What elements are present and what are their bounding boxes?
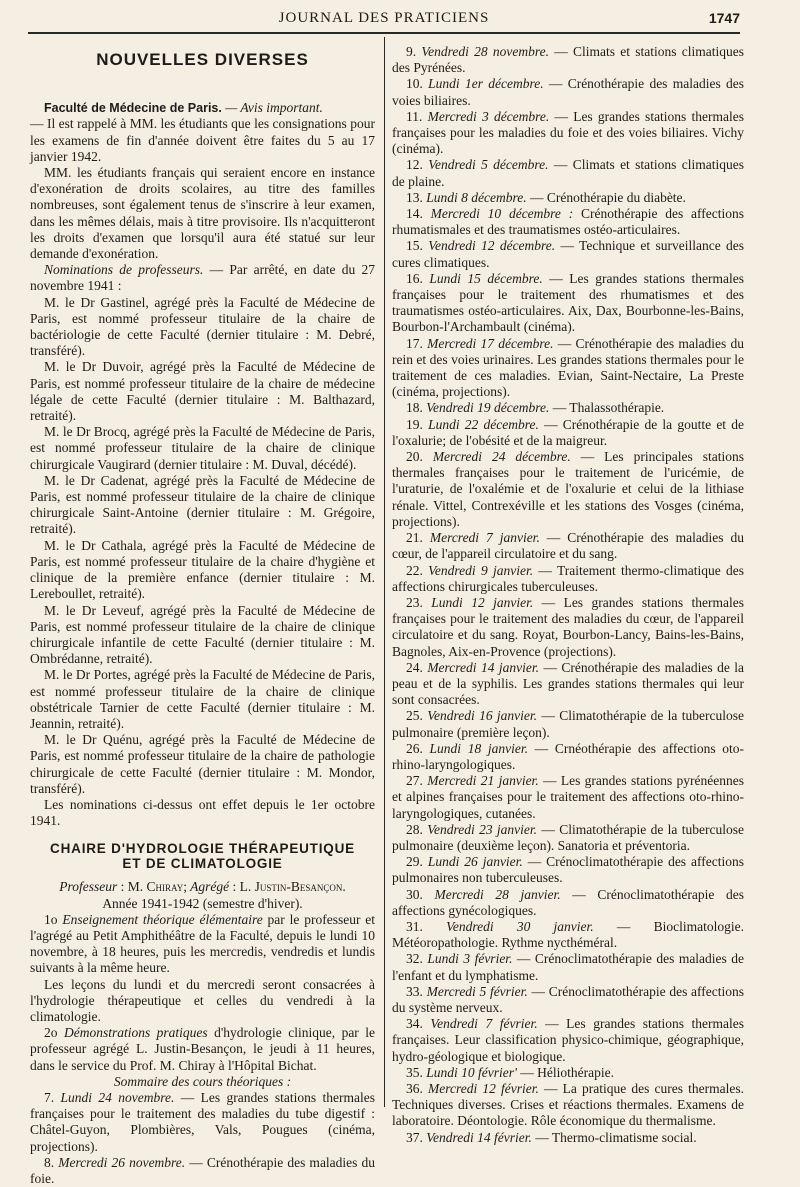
course-date: Lundi 10 février' [426, 1064, 517, 1080]
course-date: Mercredi 14 janvier. [427, 659, 540, 675]
appointment-paragraph: M. le Dr Quénu, agrégé près la Faculté de Médecine de Paris, est nommé professeur titulaire de la chaire de pathologie chirurgicale de cette Faculté (dernier titulaire : M. Mondor, transféré). [30, 732, 375, 796]
course-date: Mercredi 5 février. [426, 983, 528, 999]
demonstrations-text: d'hydrologie clinique, par le professeur agrégé L. Justin-Besançon, le jeudi à 11 heures, dans le service du Prof. M. Chiray à l'Hôpital Bichat. [30, 1025, 375, 1073]
course-item [392, 708, 744, 740]
course-item [392, 660, 744, 709]
course-text: — Les grandes stations thermales françaises. Leur classification physico-chimique, géographique, hydro-géologique et biologique. [392, 1016, 744, 1064]
page-number: 1747 [708, 10, 740, 26]
appointment-paragraph: M. le Dr Gastinel, agrégé près la Faculté de Médecine de Paris, est nommé professeur titulaire de la chaire de bactériologie de cette Faculté (dernier titulaire : M. Debré, transféré). [30, 294, 375, 359]
course-date: Lundi 12 janvier. [431, 594, 534, 610]
annee-line: Année 1941-1942 (semestre d'hiver). [102, 895, 303, 911]
course-item [392, 1065, 744, 1081]
course-item [392, 773, 744, 822]
course-number: 27. [406, 773, 423, 789]
course-text: — Héliothérapie. [516, 1064, 614, 1080]
course-date: Mercredi 28 janvier. [434, 886, 561, 902]
appointment-paragraph: M. le Dr Cathala, agrégé près la Faculté de Médecine de Paris, est nommé professeur titulaire de la chaire d'hygiène et clinique de la première enfance (dernier titulaire : M. Lereboullet, retraité). [30, 537, 375, 602]
professeur-name: : M. Chiray; [117, 879, 187, 895]
course-date: Mercredi 17 décembre. [427, 335, 554, 351]
enseignement-text: par le professeur et l'agrégé au Petit Amphithéâtre de la Faculté, depuis le lundi 10 novembre, à 18 heures, puis les mercredis, vendredis et lundis suivants à la même heure. [30, 911, 376, 976]
course-date: Lundi 15 décembre. [429, 270, 543, 286]
course-item [392, 109, 744, 158]
course-date: Lundi 3 février. [427, 951, 513, 967]
course-item [392, 530, 744, 562]
course-number: 36. [406, 1081, 423, 1096]
course-text: — Crénothérapie des maladies du foie. [30, 1154, 375, 1186]
course-text: — Crénothérapie des maladies du cœur, de l'appareil circulatoire et du sang. [392, 530, 744, 562]
course-date: Mercredi 7 janvier. [429, 530, 540, 546]
chaire-staff [30, 879, 375, 895]
course-text: — Crénothérapie des maladies de la peau et de la syphilis. Les grandes stations thermales qui leur sont consacrées. [392, 659, 744, 708]
course-text: — La pratique des cures thermales. Techniques diverses. Crises et réactions thermales. Examens de laboratoire. Déontologie. Rôle économique du thermalisme. [392, 1081, 745, 1129]
appointment-paragraph: M. le Dr Cadenat, agrégé près la Faculté de Médecine de Paris, est nommé professeur titulaire de la chaire de clinique chirurgicale Saint-Antoine (dernier titulaire : M. Grégoire, retraité). [30, 472, 375, 537]
enseignement-label: Enseignement théorique élémentaire [62, 911, 263, 927]
course-item [392, 206, 744, 238]
course-text: — Crénoclimatothérapie des maladies de l'enfant et du lymphatisme. [392, 951, 745, 983]
course-item [392, 76, 744, 108]
course-number: 10. [406, 76, 423, 92]
sommaire-text: Sommaire des cours théoriques : [113, 1073, 292, 1089]
course-date: Vendredi 12 décembre. [428, 238, 556, 254]
course-item [392, 741, 744, 773]
course-number: 21. [406, 530, 423, 546]
exoneration-paragraph: MM. les étudiants français qui seraient encore en instance d'exonération de droits scolaires, au titre des familles nombreuses, sont également tenus de s'inscrire à leur examen, dans les mêmes délais, mais à titre provisoire. Ils n'acquitteront les droits d'examen que lorsqu'il aura été statué sur leur demande d'exonération. [30, 165, 375, 262]
course-number: 14. [406, 206, 423, 222]
demonstrations-label: Démonstrations pratiques [63, 1025, 208, 1041]
course-number: 28. [406, 821, 423, 837]
course-text: — Technique et surveillance des cures climatiques. [392, 238, 744, 270]
course-text: — Crénothérapie de la goutte et de l'oxalurie; de l'obésité et de la maigreur. [392, 416, 745, 448]
agrege-name: : L. Justin-Besançon. [229, 879, 346, 895]
course-item [392, 157, 744, 189]
faculte-avis: — Avis important. [221, 100, 323, 116]
course-date: Vendredi 7 février. [430, 1016, 538, 1032]
course-number: 26. [406, 740, 423, 756]
course-item [392, 1016, 744, 1065]
demonstrations-paragraph [30, 1025, 375, 1074]
course-number: 19. [406, 416, 423, 432]
course-item [392, 919, 744, 951]
course-text: — Les grandes stations thermales françaises pour le traitement des maladies du tube digestif : Châtel-Guyon, Plombières, Vals, Pougues (cinéma, projections). [30, 1089, 375, 1154]
course-number: 15. [406, 238, 423, 254]
chaire-title-line-2: ET DE CLIMATOLOGIE [122, 856, 283, 872]
course-text: — Bioclimatologie. Météoropathologie. Rythme nycthéméral. [392, 918, 744, 951]
course-number: 24. [406, 659, 423, 675]
course-date: Mercredi 26 novembre. [58, 1154, 186, 1170]
course-item [392, 400, 744, 416]
appointment-paragraph: M. le Dr Leveuf, agrégé près la Faculté de Médecine de Paris, est nommé professeur titulaire de la chaire de clinique chirurgicale infantile de cette Faculté (dernier titulaire : M. Ombrédanne, retraité). [30, 602, 375, 667]
chaire-title [30, 841, 375, 871]
header-rule [28, 32, 740, 34]
course-text: — Crnéothérapie des affections oto-rhino-laryngologiques. [392, 740, 744, 772]
course-number: 34. [406, 1016, 423, 1032]
faculte-lead: Faculté de Médecine de Paris. [44, 101, 222, 116]
course-number: 11. [406, 108, 423, 124]
course-text: — Les grandes stations thermales françaises pour le traitement des rhumatismes et des traumatismes ostéo-articulaires. Aix, Dax, Bourbonne-les-Bains, Bourbon-l'Archambault (cinéma). [392, 270, 744, 335]
chaire-title-line-1: CHAIRE D'HYDROLOGIE THÉRAPEUTIQUE [50, 841, 355, 857]
course-date: Mercredi 12 février. [428, 1081, 539, 1096]
left-column [30, 44, 375, 1187]
course-date: Lundi 18 janvier. [429, 740, 528, 756]
nominations-label: Nominations de professeurs. [44, 262, 204, 278]
course-number: 33. [406, 983, 423, 999]
course-date: Lundi 1er décembre. [428, 76, 544, 92]
course-date: Mercredi 10 décembre : [430, 206, 574, 222]
course-number: 16. [406, 270, 423, 286]
course-text: — Thalassothérapie. [549, 400, 665, 416]
course-text: — Thermo-climatisme social. [531, 1129, 697, 1145]
course-item [392, 417, 744, 449]
course-item [392, 595, 744, 660]
course-item [392, 44, 744, 76]
course-date: Lundi 8 décembre. [426, 189, 527, 205]
course-date: Mercredi 21 janvier. [427, 773, 539, 789]
column-divider [384, 37, 385, 1107]
course-number: 9. [406, 44, 417, 59]
nominations-paragraph [30, 262, 375, 294]
course-date: Vendredi 28 novembre. [421, 44, 549, 59]
course-date: Mercredi 3 décembre. [427, 108, 550, 124]
course-number: 31. [406, 918, 423, 934]
course-item [392, 238, 744, 270]
course-item [392, 1081, 744, 1130]
course-text: — Crénothérapie du diabète. [526, 189, 686, 205]
course-item [392, 951, 744, 983]
course-text: — Les grandes stations thermales françaises pour les maladies du foie et des voies biliaires. Vichy (cinéma). [392, 108, 744, 157]
course-item [392, 271, 744, 336]
course-number: 23. [406, 594, 423, 610]
course-item [30, 1090, 375, 1155]
right-column [392, 44, 744, 1146]
course-number: 30. [406, 886, 423, 902]
appointment-paragraph: M. le Dr Portes, agrégé près la Faculté de Médecine de Paris, est nommé professeur titulaire de la chaire de clinique obstétricale Tarnier de cette Faculté (dernier titulaire : M. Jeannin, retraité). [30, 667, 375, 731]
course-item [392, 563, 744, 595]
section-title: NOUVELLES DIVERSES [96, 50, 309, 69]
course-number: 29. [406, 854, 423, 870]
course-text: — Crénoclimatothérapie des affections gynécologiques. [392, 886, 744, 918]
course-number: 7. [44, 1089, 55, 1105]
course-number: 22. [406, 562, 423, 578]
course-number: 17. [406, 335, 423, 351]
course-text: — Climatothérapie de la tuberculose pulmonaire (deuxième leçon). Sanatoria et préventoria. [392, 821, 744, 853]
enseignement-number: 1o [44, 911, 63, 927]
demonstrations-number: 2o [44, 1025, 64, 1041]
course-item [392, 449, 744, 530]
course-number: 18. [406, 400, 423, 416]
sommaire-heading [30, 1074, 375, 1090]
course-item [392, 984, 744, 1016]
course-text: — Les grandes stations pyrénéennes et alpines françaises pour le traitement des affections oto-rhino-laryngologiques, cutanées. [392, 773, 744, 821]
nominations-date: — Par arrêté, en date du 27 novembre 1941 : [30, 262, 375, 294]
left-course-list [30, 1090, 375, 1187]
course-item [392, 822, 744, 854]
appointments-list [30, 295, 375, 797]
course-date: Mercredi 24 décembre. [432, 449, 571, 465]
course-text: — Les grandes stations thermales françaises pour le traitement des maladies du cœur, de l'appareil circulatoire et du sang. Royat, Bourbon-Lancy, Bains-les-Bains, Bagnoles, Aix-en-Provence (projections). [392, 594, 744, 659]
course-number: 37. [406, 1129, 423, 1145]
course-item [30, 1155, 375, 1187]
course-text: — Crénoclimatothérapie des affections du système nerveux. [392, 983, 745, 1015]
course-item [392, 190, 744, 206]
course-item [392, 1130, 744, 1146]
course-date: Lundi 26 janvier. [427, 854, 523, 870]
lecons-paragraph: Les leçons du lundi et du mercredi seront consacrées à l'hydrologie thérapeutique et celles du vendredi à la climatologie. [30, 976, 375, 1024]
effect-paragraph: Les nominations ci-dessus ont effet depuis le 1er octobre 1941. [30, 796, 375, 829]
course-text: — Crénoclimatothérapie des affections pulmonaires non tuberculeuses. [392, 854, 744, 886]
consignations-paragraph: — Il est rappelé à MM. les étudiants que les consignations pour les examens de fin d'année doivent être faites du 5 au 17 janvier 1942. [30, 116, 375, 164]
right-course-list [392, 44, 744, 1146]
course-number: 8. [44, 1154, 55, 1170]
course-text: — Climats et stations climatiques de plaine. [392, 157, 744, 189]
course-date: Vendredi 5 décembre. [428, 157, 549, 173]
course-date: Vendredi 19 décembre. [426, 400, 550, 416]
journal-title: JOURNAL DES PRATICIENS [278, 10, 490, 26]
course-item [392, 854, 744, 886]
course-number: 12. [406, 157, 423, 173]
course-text: — Traitement thermo-climatique des affections chirurgicales tuberculeuses. [392, 562, 745, 594]
course-text: — Crénothérapie des maladies des voies biliaires. [392, 76, 744, 108]
course-date: Vendredi 16 janvier. [427, 708, 538, 724]
course-date: Lundi 22 décembre. [428, 416, 539, 432]
course-text: — Climatothérapie de la tuberculose pulmonaire (première leçon). [392, 708, 744, 740]
faculte-paragraph [30, 100, 375, 116]
course-text: — Les principales stations thermales françaises pour le traitement de l'uricémie, de l'uraturie, de l'oxalémie et de l'oxalurie et celui de la lithiase rénale. Vittel, Contrexéville et les stations des Vosges (cinéma, projections). [392, 449, 744, 529]
course-text: — Climats et stations climatiques des Pyrénées. [392, 44, 745, 76]
professeur-label: Professeur [59, 879, 118, 895]
course-text: — Crénothérapie des maladies du rein et des voies urinaires. Les grandes stations thermales pour le traitement de ces maladies. Evian, Saint-Nectaire, La Preste (cinéma, projections). [392, 335, 745, 400]
course-number: 35. [406, 1064, 423, 1080]
appointment-paragraph: M. le Dr Brocq, agrégé près la Faculté de Médecine de Paris, est nommé professeur titulaire de la chaire de clinique chirurgicale Vaugirard (dernier titulaire : M. Duval, décédé). [30, 424, 375, 472]
course-number: 25. [406, 708, 423, 724]
course-date: Vendredi 9 janvier. [428, 562, 534, 578]
course-text: Crénothérapie des affections rhumatismales et des traumatismes ostéo-articulaires. [392, 206, 744, 238]
course-number: 32. [406, 951, 423, 967]
running-header [28, 6, 740, 32]
course-item [392, 887, 744, 919]
enseignement-paragraph [30, 912, 375, 977]
course-date: Vendredi 30 janvier. [446, 918, 594, 934]
agrege-label: Agrégé [186, 879, 230, 895]
course-date: Vendredi 23 janvier. [427, 821, 538, 837]
appointment-paragraph: M. le Dr Duvoir, agrégé près la Faculté de Médecine de Paris, est nommé professeur titulaire de la chaire de médecine légale de cette Faculté (dernier titulaire : M. Balthazard, retraité). [30, 359, 375, 424]
course-date: Vendredi 14 février. [426, 1129, 532, 1145]
course-number: 13. [406, 189, 423, 205]
course-number: 20. [406, 449, 423, 465]
course-item [392, 336, 744, 401]
course-date: Lundi 24 novembre. [60, 1089, 175, 1105]
